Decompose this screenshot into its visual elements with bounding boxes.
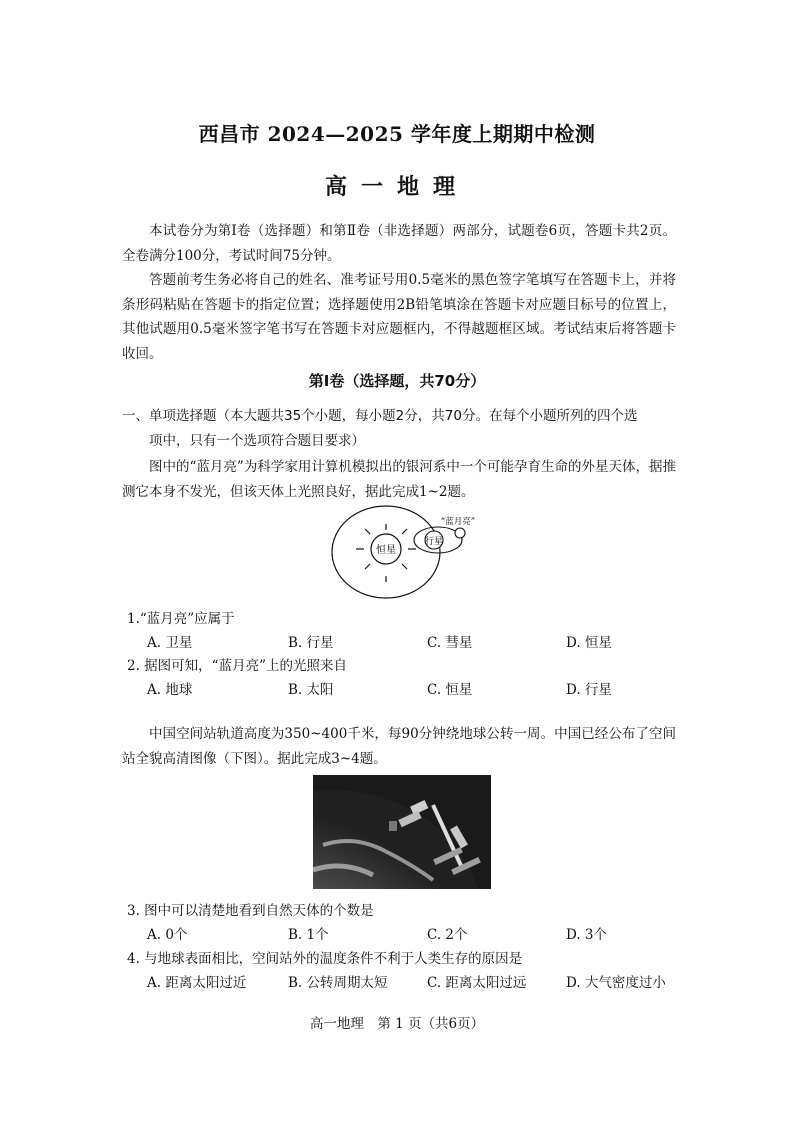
star-system-diagram — [330, 500, 490, 605]
passage-2: 中国空间站轨道高度为350~400千米，每90分钟绕地球公转一周。中国已经公布了空间站全貌高清图像（下图）。据此完成3~4题。 — [122, 726, 676, 767]
instruction-paragraph-1: 本试卷分为第Ⅰ卷（选择题）和第Ⅱ卷（非选择题）两部分，试题卷6页，答题卡共2页。全卷满分100分，考试时间75分钟。 — [122, 223, 676, 264]
question-4-option-d: D. 大气密度过小 — [566, 975, 666, 991]
question-3-stem: 3. 图中可以清楚地看到自然天体的个数是 — [127, 903, 374, 919]
blue-moon-icon — [455, 528, 465, 538]
question-1-option-a: A. 卫星 — [147, 635, 193, 651]
question-2-option-a: A. 地球 — [147, 682, 193, 698]
question-1-option-d: D. 恒星 — [566, 635, 612, 651]
space-station-image — [313, 775, 491, 889]
question-3-option-d: D. 3个 — [566, 927, 608, 943]
question-1-option-c: C. 彗星 — [427, 635, 473, 651]
question-1-stem: 1.“蓝月亮”应属于 — [127, 611, 235, 627]
question-4-option-a: A. 距离太阳过近 — [147, 975, 247, 991]
question-2-option-d: D. 行星 — [566, 682, 612, 698]
question-4-option-b: B. 公转周期太短 — [288, 975, 388, 991]
blue-moon-label: “蓝月亮” — [440, 517, 476, 527]
star-label: 恒星 — [376, 545, 396, 556]
question-3-option-a: A. 0个 — [147, 927, 188, 943]
passage-1: 图中的“蓝月亮”为科学家用计算机模拟出的银河系中一个可能孕育生命的外星天体，据推测它本身不发光，但该天体上光照良好，据此完成1~2题。 — [122, 459, 676, 500]
question-1-option-b: B. 行星 — [288, 635, 334, 651]
subject-title: 高一地理 — [324, 174, 469, 200]
question-4-stem: 4. 与地球表面相比，空间站外的温度条件不利于人类生存的原因是 — [127, 951, 523, 967]
page-footer: 高一地理 第 1 页（共6页） — [309, 1016, 485, 1032]
part-heading-line-2: 项中，只有一个选项符合题目要求） — [149, 432, 365, 449]
question-3-option-b: B. 1个 — [288, 927, 329, 943]
question-3-option-c: C. 2个 — [427, 927, 468, 943]
question-2-stem: 2. 据图可知，“蓝月亮”上的光照来自 — [127, 658, 347, 674]
exam-title: 西昌市 2024—2025 学年度上期期中检测 — [198, 122, 596, 146]
question-2-option-b: B. 太阳 — [288, 682, 334, 698]
question-4-option-c: C. 距离太阳过远 — [427, 975, 527, 991]
part-heading-line-1: 一、单项选择题（本大题共35个小题，每小题2分，共70分。在每个小题所列的四个选 — [122, 408, 638, 424]
part-heading — [122, 404, 676, 453]
section-title: 第Ⅰ卷（选择题，共70分） — [308, 372, 486, 390]
planet-label: 行星 — [424, 537, 444, 547]
instruction-paragraph-2: 答题前考生务必将自己的姓名、准考证号用0.5毫米的黑色签字笔填写在答题卡上，并将条形码粘贴在答题卡的指定位置；选择题使用2B铅笔填涂在答题卡对应题目标号的位置上，其他试题用0.5毫米签字笔书写在答题卡对应题框内，不得越题框区域。考试结束后将答题卡收回。 — [122, 272, 676, 362]
question-2-option-c: C. 恒星 — [427, 682, 473, 698]
